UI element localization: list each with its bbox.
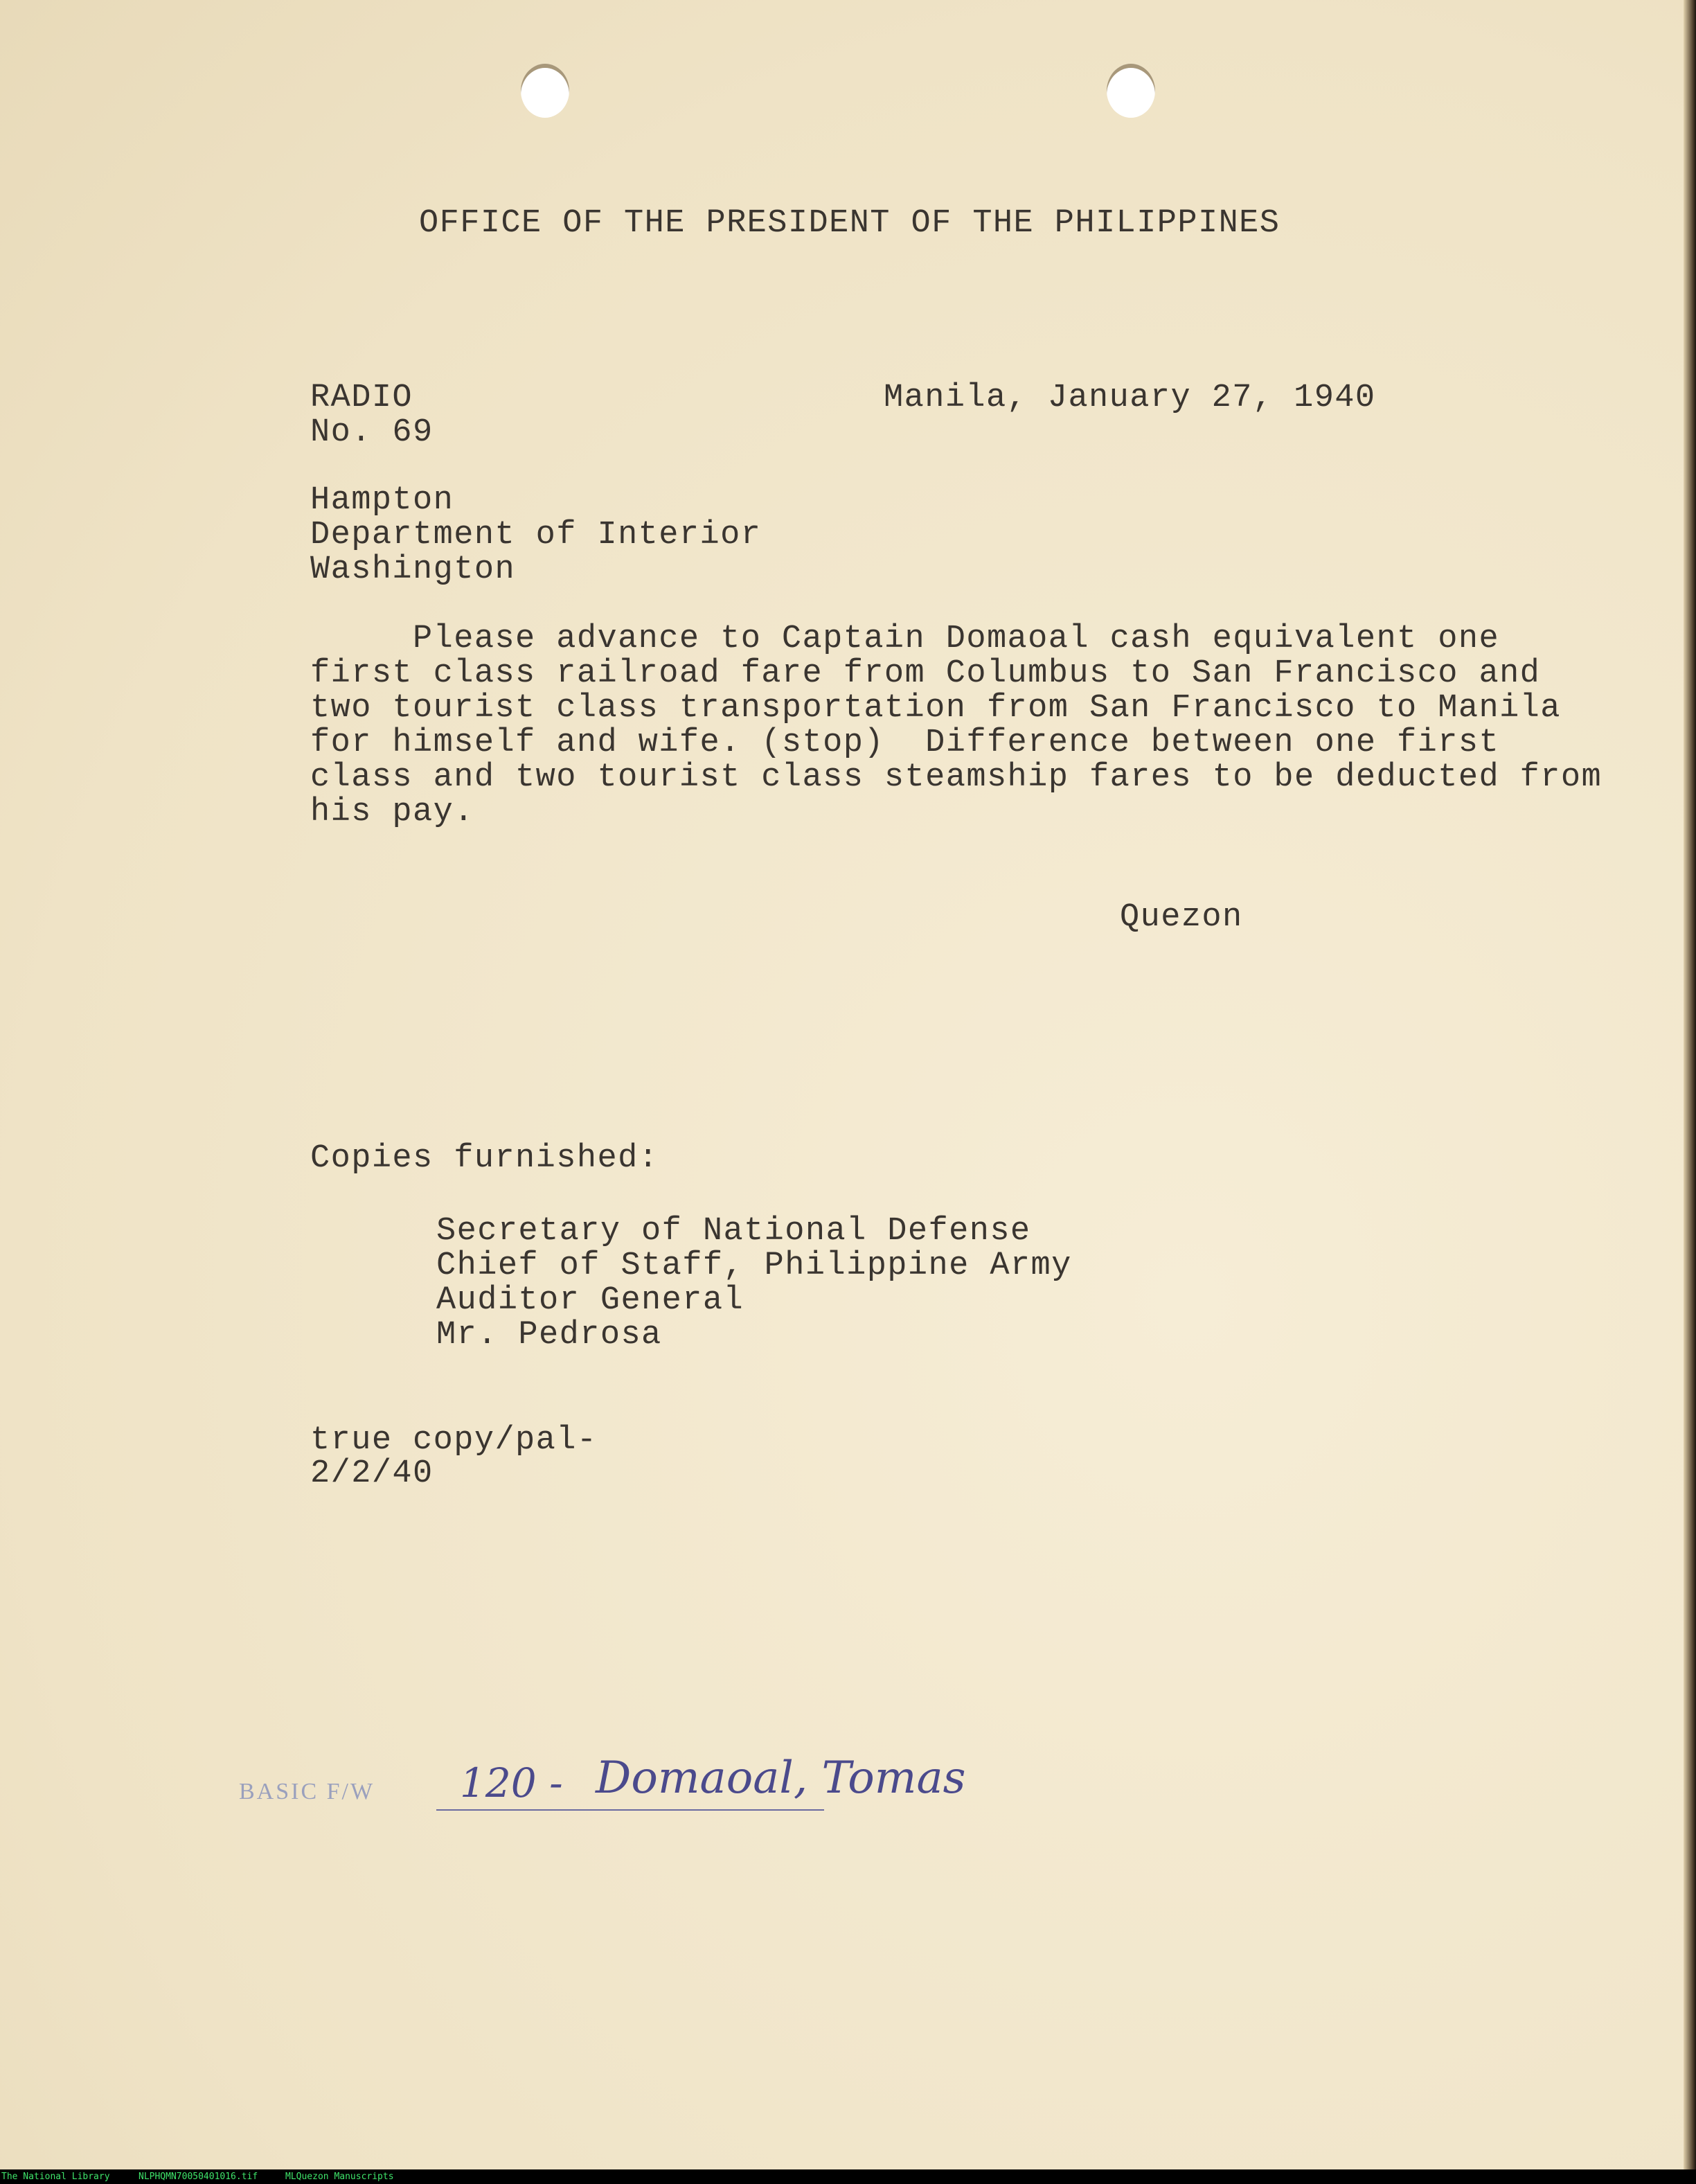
punch-hole-left [521,64,569,118]
radio-label: RADIO [310,380,413,416]
copy-recipient: Mr. Pedrosa [436,1317,662,1353]
message-line-1: Please advance to Captain Domaoal cash equivalent one [310,621,1500,657]
addressee-department: Department of Interior [310,517,762,553]
message-line-5: class and two tourist class steamship fares to be deducted from [310,759,1603,796]
copy-recipient: Chief of Staff, Philippine Army [436,1248,1072,1284]
copy-recipient: Auditor General [436,1282,744,1319]
addressee-city: Washington [310,551,516,588]
message-line-3: two tourist class transportation from San Francisco to Manila [310,690,1561,727]
radio-number: No. 69 [310,414,434,451]
signature-name: Quezon [1120,899,1243,936]
page-edge-shadow [1684,0,1696,2169]
punch-hole-right [1107,64,1155,118]
addressee-name: Hampton [310,482,454,519]
footer-filename: NLPHQMN70050401016.tif [139,2172,258,2182]
copies-label: Copies furnished: [310,1140,659,1177]
office-header: OFFICE OF THE PRESIDENT OF THE PHILIPPINES [419,205,1280,242]
true-copy-notation: true copy/pal- [310,1422,598,1459]
file-number-handwritten: 120 - [460,1759,563,1806]
file-name-handwritten: Domaoal, Tomas [596,1752,966,1804]
message-line-2: first class railroad fare from Columbus to San Francisco and [310,655,1541,692]
copy-recipient: Secretary of National Defense [436,1213,1031,1250]
footer-collection: MLQuezon Manuscripts [285,2172,394,2182]
footer-library: The National Library [1,2172,110,2182]
message-line-6: his pay. [310,794,474,831]
copy-date: 2/2/40 [310,1455,434,1492]
stamp-underline [436,1809,824,1811]
file-stamp-printed: BASIC F/W [239,1779,375,1804]
scan-footer-bar [0,2169,1696,2184]
message-line-4: for himself and wife. (stop) Difference between one first [310,725,1500,761]
place-date: Manila, January 27, 1940 [884,380,1376,416]
